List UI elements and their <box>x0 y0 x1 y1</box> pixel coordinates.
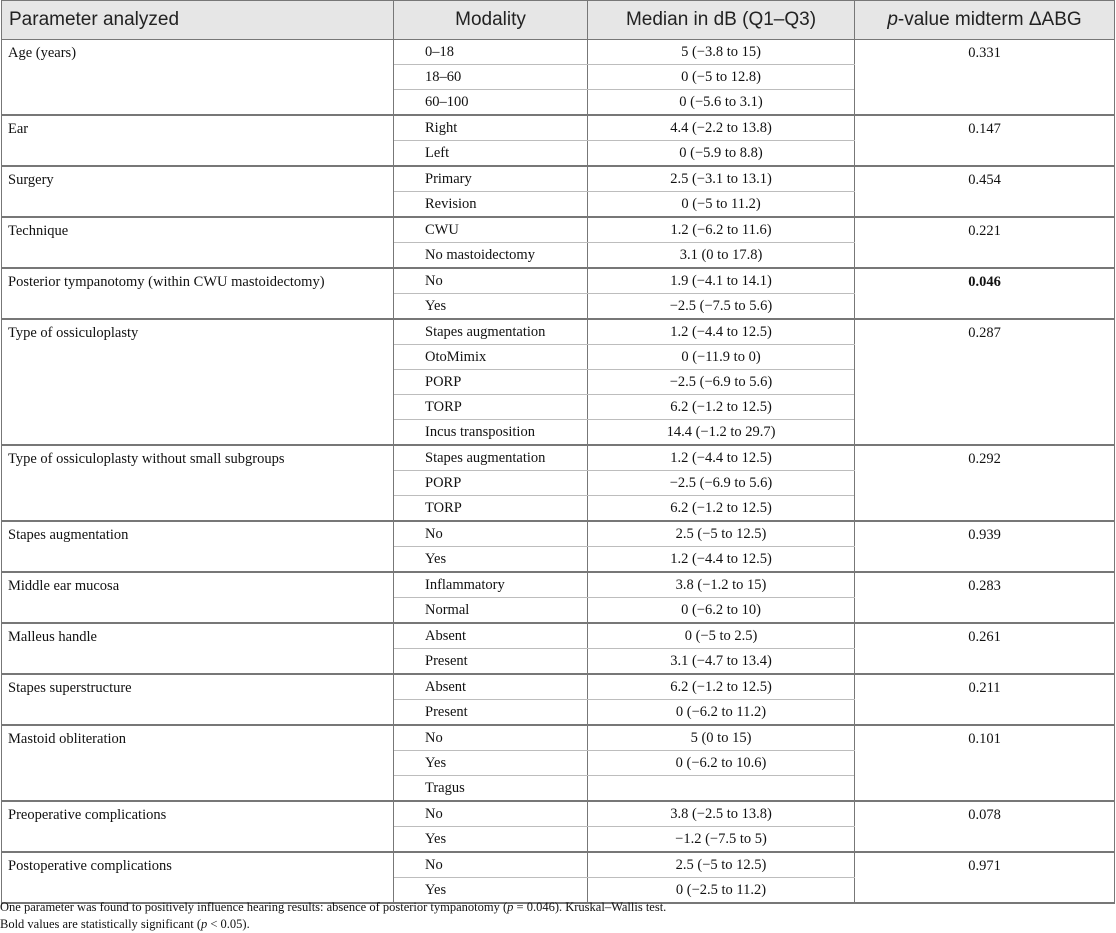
modality-cell: Present <box>394 700 588 726</box>
median-cell: 3.8 (−1.2 to 15) <box>588 572 855 598</box>
modality-cell: No mastoidectomy <box>394 243 588 269</box>
modality-cell: No <box>394 521 588 547</box>
pvalue-cell: 0.147 <box>855 115 1115 166</box>
parameter-cell: Postoperative complications <box>2 852 394 903</box>
median-cell: −2.5 (−6.9 to 5.6) <box>588 370 855 395</box>
median-cell: −2.5 (−7.5 to 5.6) <box>588 294 855 320</box>
header-pvalue-text: -value midterm ΔABG <box>897 9 1082 30</box>
median-cell: 0 (−6.2 to 10) <box>588 598 855 624</box>
pvalue-cell: 0.261 <box>855 623 1115 674</box>
parameter-cell: Middle ear mucosa <box>2 572 394 623</box>
modality-cell: No <box>394 268 588 294</box>
pvalue-cell: 0.101 <box>855 725 1115 801</box>
table-row <box>2 801 1115 827</box>
parameter-cell: Posterior tympanotomy (within CWU mastoidectomy) <box>2 268 394 319</box>
modality-cell: Stapes augmentation <box>394 319 588 345</box>
table-row <box>2 572 1115 598</box>
median-cell: 3.1 (0 to 17.8) <box>588 243 855 269</box>
pvalue-cell: 0.292 <box>855 445 1115 521</box>
modality-cell: Incus transposition <box>394 420 588 446</box>
pvalue-cell: 0.939 <box>855 521 1115 572</box>
header-parameter: Parameter analyzed <box>2 1 394 40</box>
modality-cell: OtoMimix <box>394 345 588 370</box>
header-row <box>2 1 1115 40</box>
median-cell: 1.2 (−4.4 to 12.5) <box>588 547 855 573</box>
table-row <box>2 674 1115 700</box>
modality-cell: No <box>394 852 588 878</box>
modality-cell: Stapes augmentation <box>394 445 588 471</box>
table-row <box>2 623 1115 649</box>
median-cell: 3.1 (−4.7 to 13.4) <box>588 649 855 675</box>
median-cell: 2.5 (−5 to 12.5) <box>588 521 855 547</box>
median-cell: 1.2 (−4.4 to 12.5) <box>588 445 855 471</box>
median-cell: 0 (−5.9 to 8.8) <box>588 141 855 167</box>
table-row <box>2 521 1115 547</box>
pvalue-cell: 0.046 <box>855 268 1115 319</box>
modality-cell: TORP <box>394 496 588 522</box>
parameter-cell: Stapes superstructure <box>2 674 394 725</box>
modality-cell: Normal <box>394 598 588 624</box>
median-cell: 14.4 (−1.2 to 29.7) <box>588 420 855 446</box>
footnote-2-p: p <box>201 917 208 931</box>
table-row <box>2 166 1115 192</box>
modality-cell: CWU <box>394 217 588 243</box>
table-row <box>2 40 1115 65</box>
median-cell: 2.5 (−3.1 to 13.1) <box>588 166 855 192</box>
parameter-cell: Age (years) <box>2 40 394 116</box>
pvalue-cell: 0.283 <box>855 572 1115 623</box>
median-cell: −2.5 (−6.9 to 5.6) <box>588 471 855 496</box>
modality-cell: PORP <box>394 370 588 395</box>
modality-cell: PORP <box>394 471 588 496</box>
modality-cell: 60–100 <box>394 90 588 116</box>
median-cell: 6.2 (−1.2 to 12.5) <box>588 395 855 420</box>
header-pvalue <box>855 1 1115 40</box>
footnote-1-text-a: One parameter was found to positively influence hearing results: absence of posterior tympanotomy ( <box>0 900 508 914</box>
median-cell <box>588 776 855 802</box>
median-cell: 1.9 (−4.1 to 14.1) <box>588 268 855 294</box>
modality-cell: Yes <box>394 827 588 853</box>
table-row <box>2 445 1115 471</box>
median-cell: −1.2 (−7.5 to 5) <box>588 827 855 853</box>
modality-cell: Absent <box>394 623 588 649</box>
pvalue-cell: 0.211 <box>855 674 1115 725</box>
footnote-1-text-b: = 0.046). Kruskal–Wallis test. <box>513 900 667 914</box>
header-modality: Modality <box>394 1 588 40</box>
pvalue-cell: 0.331 <box>855 40 1115 116</box>
parameter-cell: Mastoid obliteration <box>2 725 394 801</box>
median-cell: 3.8 (−2.5 to 13.8) <box>588 801 855 827</box>
footnote-1-p: p <box>507 900 514 914</box>
modality-cell: No <box>394 725 588 751</box>
median-cell: 0 (−5 to 12.8) <box>588 65 855 90</box>
parameter-cell: Malleus handle <box>2 623 394 674</box>
footnote-1 <box>0 900 666 915</box>
pvalue-cell: 0.287 <box>855 319 1115 445</box>
footnote-2 <box>0 917 250 932</box>
median-cell: 0 (−6.2 to 10.6) <box>588 751 855 776</box>
results-table <box>1 0 1115 904</box>
median-cell: 0 (−5 to 2.5) <box>588 623 855 649</box>
median-cell: 1.2 (−4.4 to 12.5) <box>588 319 855 345</box>
pvalue-cell: 0.078 <box>855 801 1115 852</box>
pvalue-cell: 0.454 <box>855 166 1115 217</box>
table-body <box>2 40 1115 904</box>
modality-cell: Primary <box>394 166 588 192</box>
modality-cell: Right <box>394 115 588 141</box>
parameter-cell: Surgery <box>2 166 394 217</box>
parameter-cell: Technique <box>2 217 394 268</box>
median-cell: 0 (−2.5 to 11.2) <box>588 878 855 904</box>
footnote-2-text-b: < 0.05). <box>207 917 250 931</box>
header-median: Median in dB (Q1–Q3) <box>588 1 855 40</box>
modality-cell: No <box>394 801 588 827</box>
parameter-cell: Stapes augmentation <box>2 521 394 572</box>
pvalue-cell: 0.971 <box>855 852 1115 903</box>
modality-cell: TORP <box>394 395 588 420</box>
modality-cell: Present <box>394 649 588 675</box>
table-row <box>2 268 1115 294</box>
pvalue-cell: 0.221 <box>855 217 1115 268</box>
modality-cell: 18–60 <box>394 65 588 90</box>
modality-cell: 0–18 <box>394 40 588 65</box>
modality-cell: Tragus <box>394 776 588 802</box>
parameter-cell: Type of ossiculoplasty without small subgroups <box>2 445 394 521</box>
modality-cell: Yes <box>394 878 588 904</box>
modality-cell: Left <box>394 141 588 167</box>
median-cell: 1.2 (−6.2 to 11.6) <box>588 217 855 243</box>
median-cell: 2.5 (−5 to 12.5) <box>588 852 855 878</box>
table-row <box>2 217 1115 243</box>
modality-cell: Absent <box>394 674 588 700</box>
median-cell: 5 (−3.8 to 15) <box>588 40 855 65</box>
median-cell: 0 (−5.6 to 3.1) <box>588 90 855 116</box>
footnote-2-text-a: Bold values are statistically significant ( <box>0 917 201 931</box>
modality-cell: Yes <box>394 294 588 320</box>
median-cell: 0 (−5 to 11.2) <box>588 192 855 218</box>
parameter-cell: Preoperative complications <box>2 801 394 852</box>
table-row <box>2 319 1115 345</box>
modality-cell: Yes <box>394 751 588 776</box>
table-row <box>2 115 1115 141</box>
modality-cell: Inflammatory <box>394 572 588 598</box>
table-row <box>2 852 1115 878</box>
header-pvalue-p: p <box>887 9 898 30</box>
median-cell: 0 (−11.9 to 0) <box>588 345 855 370</box>
table-row <box>2 725 1115 751</box>
median-cell: 5 (0 to 15) <box>588 725 855 751</box>
modality-cell: Yes <box>394 547 588 573</box>
parameter-cell: Type of ossiculoplasty <box>2 319 394 445</box>
modality-cell: Revision <box>394 192 588 218</box>
median-cell: 0 (−6.2 to 11.2) <box>588 700 855 726</box>
median-cell: 6.2 (−1.2 to 12.5) <box>588 674 855 700</box>
median-cell: 4.4 (−2.2 to 13.8) <box>588 115 855 141</box>
median-cell: 6.2 (−1.2 to 12.5) <box>588 496 855 522</box>
parameter-cell: Ear <box>2 115 394 166</box>
